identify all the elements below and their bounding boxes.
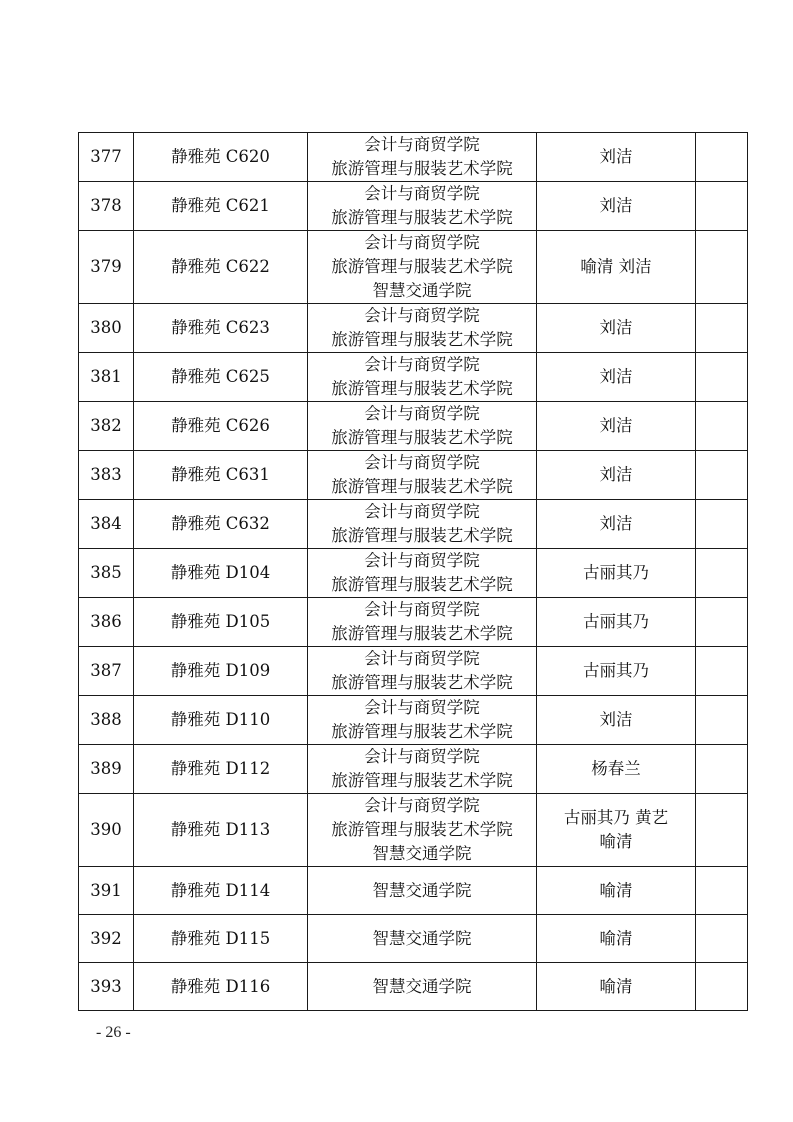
staff-cell [537,915,696,963]
row-number-cell: 386 [79,598,134,647]
staff-cell [537,402,696,451]
room-cell: 静雅苑 D114 [134,867,308,915]
college-name: 智慧交通学院 [372,928,472,948]
room-cell: 静雅苑 D113 [134,794,308,867]
note-cell [696,402,748,451]
table-row [79,745,748,794]
table-row [79,500,748,549]
note-cell [696,304,748,353]
college-name: 会计与商贸学院 [364,184,480,203]
college-name: 旅游管理与服装艺术学院 [331,673,513,692]
college-cell [308,500,537,549]
staff-name: 杨春兰 [591,759,641,778]
room-cell: 静雅苑 D115 [134,915,308,963]
college-name: 旅游管理与服装艺术学院 [331,379,513,398]
table-row [79,182,748,231]
college-name: 会计与商贸学院 [364,600,480,619]
room-cell: 静雅苑 C620 [134,133,308,182]
staff-name: 古丽其乃 [583,563,649,582]
college-name: 会计与商贸学院 [364,355,480,374]
note-cell [696,451,748,500]
staff-name: 刘洁 [599,416,633,435]
staff-cell [537,549,696,598]
room-cell: 静雅苑 D112 [134,745,308,794]
college-name: 会计与商贸学院 [364,404,480,423]
room-cell: 静雅苑 D104 [134,549,308,598]
room-cell: 静雅苑 C623 [134,304,308,353]
college-name: 会计与商贸学院 [364,747,480,766]
college-cell [308,963,537,1011]
note-cell [696,182,748,231]
row-number-cell: 392 [79,915,134,963]
college-name: 旅游管理与服装艺术学院 [331,428,513,447]
staff-name: 刘洁 [599,514,633,533]
staff-cell [537,133,696,182]
room-cell: 静雅苑 D110 [134,696,308,745]
college-name: 旅游管理与服装艺术学院 [331,257,513,276]
staff-cell [537,963,696,1011]
staff-name: 古丽其乃 [583,612,649,631]
college-name: 智慧交通学院 [372,844,472,863]
college-cell [308,598,537,647]
row-number-cell: 385 [79,549,134,598]
table-row [79,867,748,915]
college-cell [308,647,537,696]
college-name: 会计与商贸学院 [364,502,480,521]
college-name: 旅游管理与服装艺术学院 [331,722,513,741]
room-cell: 静雅苑 D116 [134,963,308,1011]
page-number: - 26 - [96,1024,131,1041]
row-number-cell: 379 [79,231,134,304]
room-cell: 静雅苑 C625 [134,353,308,402]
note-cell [696,353,748,402]
college-name: 旅游管理与服装艺术学院 [331,575,513,594]
college-name: 旅游管理与服装艺术学院 [331,477,513,496]
note-cell [696,915,748,963]
staff-name: 刘洁 [599,318,633,337]
college-name: 会计与商贸学院 [364,306,480,325]
staff-cell [537,304,696,353]
room-cell: 静雅苑 D109 [134,647,308,696]
note-cell [696,549,748,598]
note-cell [696,500,748,549]
staff-cell [537,867,696,915]
row-number-cell: 391 [79,867,134,915]
staff-cell [537,353,696,402]
note-cell [696,867,748,915]
staff-cell [537,182,696,231]
staff-cell [537,794,696,867]
college-cell [308,231,537,304]
dormitory-assignment-table [78,132,748,1011]
row-number-cell: 393 [79,963,134,1011]
room-cell: 静雅苑 C626 [134,402,308,451]
college-name: 会计与商贸学院 [364,649,480,668]
table-row [79,133,748,182]
staff-name: 刘洁 [599,710,633,729]
staff-cell [537,598,696,647]
row-number-cell: 382 [79,402,134,451]
note-cell [696,231,748,304]
staff-name: 喻清 [599,928,633,948]
row-number-cell: 384 [79,500,134,549]
college-cell [308,696,537,745]
row-number-cell: 387 [79,647,134,696]
college-name: 旅游管理与服装艺术学院 [331,820,513,839]
staff-name: 刘洁 [599,147,633,166]
table-row [79,353,748,402]
note-cell [696,647,748,696]
table-row [79,451,748,500]
staff-cell [537,451,696,500]
row-number-cell: 377 [79,133,134,182]
college-name: 智慧交通学院 [372,880,472,900]
note-cell [696,133,748,182]
room-cell: 静雅苑 C631 [134,451,308,500]
college-name: 旅游管理与服装艺术学院 [331,771,513,790]
table-row [79,963,748,1011]
college-name: 智慧交通学院 [372,281,472,300]
table-row [79,647,748,696]
college-name: 旅游管理与服装艺术学院 [331,526,513,545]
staff-cell [537,745,696,794]
table-row [79,598,748,647]
room-cell: 静雅苑 C622 [134,231,308,304]
college-cell [308,182,537,231]
college-name: 会计与商贸学院 [364,135,480,154]
college-cell [308,133,537,182]
staff-cell [537,647,696,696]
college-cell [308,353,537,402]
table-row [79,231,748,304]
college-cell [308,451,537,500]
college-cell [308,402,537,451]
staff-name: 刘洁 [599,196,633,215]
staff-name: 刘洁 [599,367,633,386]
college-name: 智慧交通学院 [372,976,472,996]
college-name: 旅游管理与服装艺术学院 [331,624,513,643]
row-number-cell: 381 [79,353,134,402]
table-row [79,402,748,451]
college-cell [308,304,537,353]
staff-name: 古丽其乃 [583,661,649,680]
table-body [79,133,748,1011]
row-number-cell: 389 [79,745,134,794]
note-cell [696,794,748,867]
college-name: 会计与商贸学院 [364,233,480,252]
staff-name: 喻清 [599,976,633,996]
staff-name: 喻清 [599,880,633,900]
row-number-cell: 380 [79,304,134,353]
room-cell: 静雅苑 D105 [134,598,308,647]
staff-name: 喻清 刘洁 [580,257,652,276]
college-cell [308,915,537,963]
college-cell [308,794,537,867]
college-name: 会计与商贸学院 [364,698,480,717]
room-cell: 静雅苑 C632 [134,500,308,549]
note-cell [696,745,748,794]
staff-name: 古丽其乃 黄艺 [563,808,669,827]
note-cell [696,963,748,1011]
college-cell [308,745,537,794]
table-row [79,794,748,867]
row-number-cell: 378 [79,182,134,231]
staff-name: 喻清 [599,832,633,851]
college-name: 会计与商贸学院 [364,796,480,815]
row-number-cell: 383 [79,451,134,500]
staff-name: 刘洁 [599,465,633,484]
table-row [79,304,748,353]
table-row [79,915,748,963]
note-cell [696,598,748,647]
college-cell [308,867,537,915]
college-name: 会计与商贸学院 [364,453,480,472]
college-name: 旅游管理与服装艺术学院 [331,208,513,227]
college-name: 旅游管理与服装艺术学院 [331,159,513,178]
row-number-cell: 388 [79,696,134,745]
room-cell: 静雅苑 C621 [134,182,308,231]
college-cell [308,549,537,598]
college-name: 会计与商贸学院 [364,551,480,570]
staff-cell [537,231,696,304]
table-row [79,549,748,598]
table-row [79,696,748,745]
row-number-cell: 390 [79,794,134,867]
staff-cell [537,500,696,549]
note-cell [696,696,748,745]
college-name: 旅游管理与服装艺术学院 [331,330,513,349]
staff-cell [537,696,696,745]
